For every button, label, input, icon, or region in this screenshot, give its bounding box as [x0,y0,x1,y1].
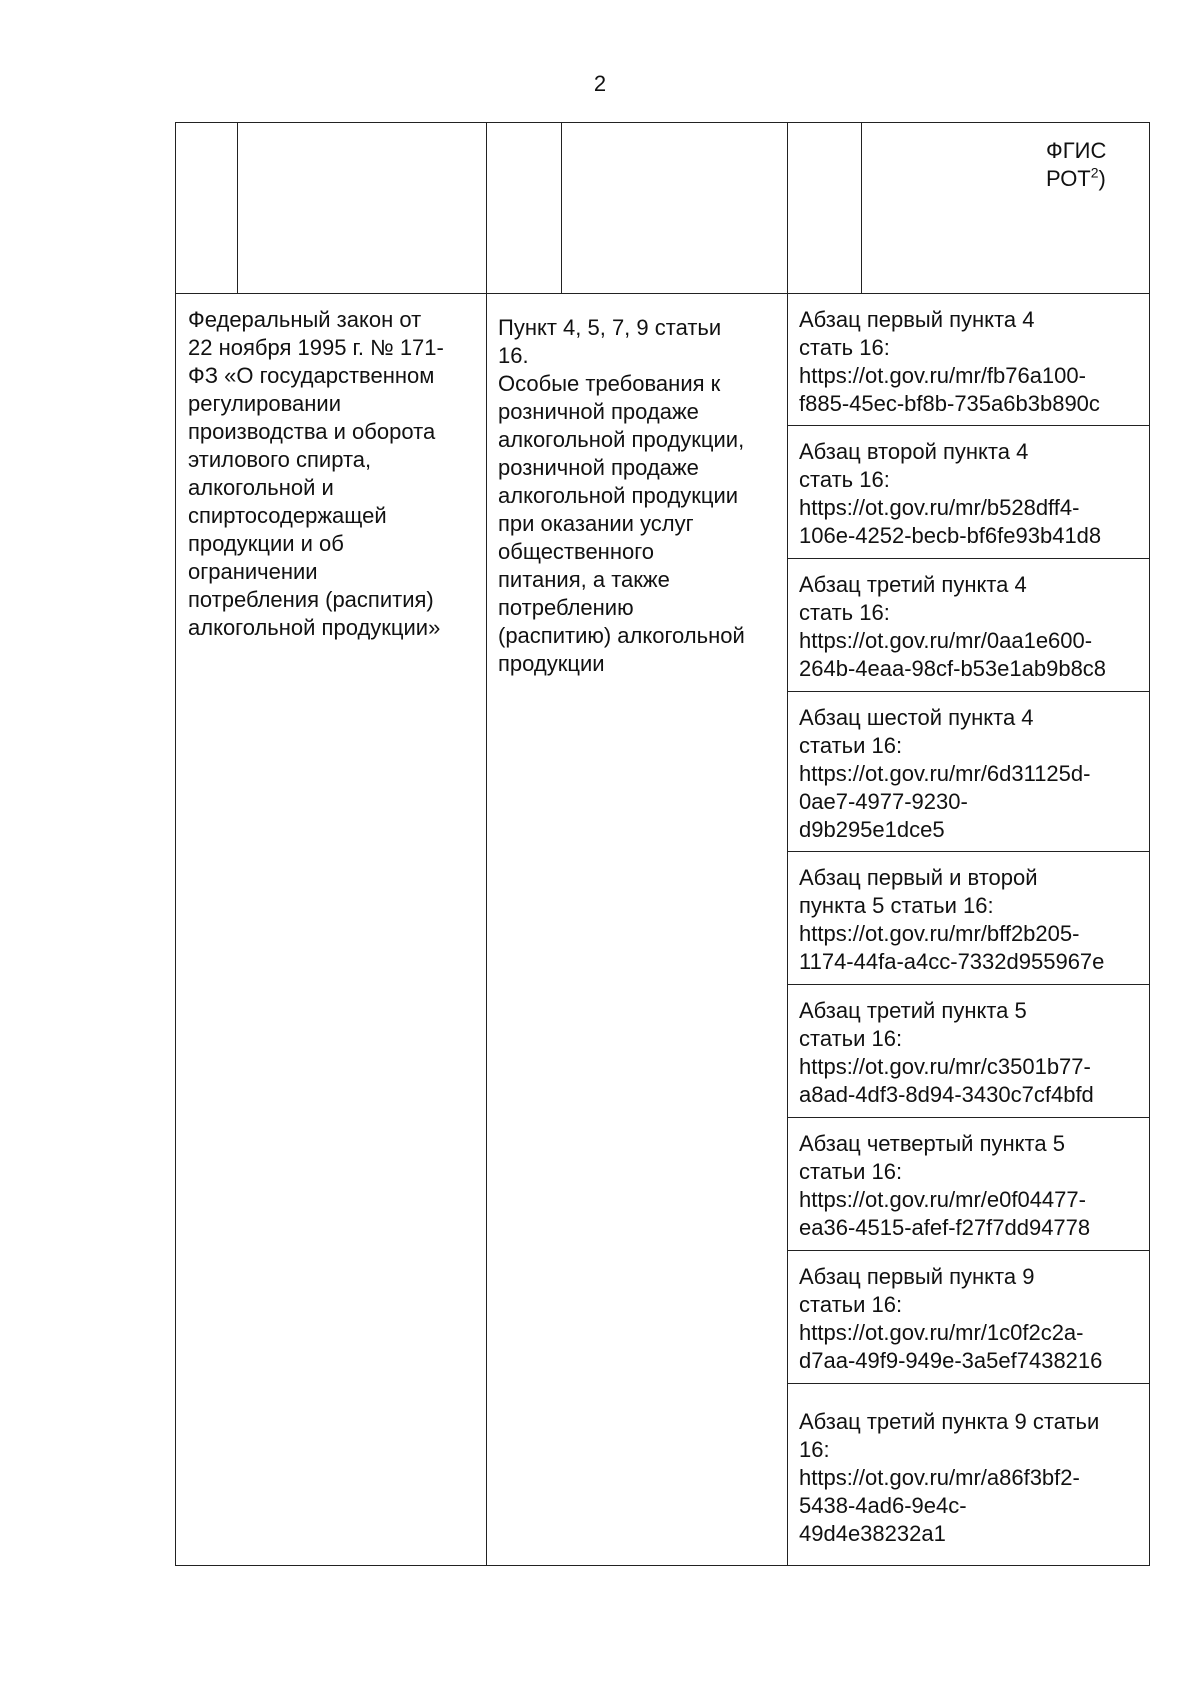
reference-item [787,426,1149,559]
footnote-marker: 2 [1090,164,1099,181]
reference-list [787,294,1149,1565]
reference-text[interactable]: Абзац четвертый пункта 5 статьи 16: https://ot.gov.ru/mr/e0f04477- ea36-4515-afef-f27f7dd94778 [799,1131,1091,1240]
requirements-table-row [175,294,1150,1566]
reference-text[interactable]: Абзац третий пункта 9 статьи 16: https://ot.gov.ru/mr/a86f3bf2- 5438-4ad6-9e4c- 49d4e38232a1 [799,1409,1100,1546]
reference-text[interactable]: Абзац шестой пункта 4 статьи 16: https://ot.gov.ru/mr/6d31125d- 0ae7-4977-9230- d9b295e1dce5 [799,705,1091,842]
reference-text[interactable]: Абзац первый пункта 4 стать 16: https://ot.gov.ru/mr/fb76a100- f885-45ec-bf8b-735a6b3b890c [799,307,1100,416]
reference-text[interactable]: Абзац третий пункта 5 статьи 16: https://ot.gov.ru/mr/c3501b77- a8ad-4df3-8d94-3430c7cf4bfd [799,998,1094,1107]
continued-cell-main: ФГИС РОТ [1046,138,1107,191]
column-divider [237,123,238,293]
column-divider [486,123,487,293]
reference-item [787,692,1149,852]
page-number: 2 [593,71,607,96]
reference-text[interactable]: Абзац третий пункта 4 стать 16: https://ot.gov.ru/mr/0aa1e600- 264b-4eaa-98cf-b53e1ab9b8c8 [799,572,1107,681]
reference-item [787,852,1149,985]
reference-item [787,559,1149,692]
reference-item [787,985,1149,1118]
table-continuation-row [175,122,1150,294]
reference-text[interactable]: Абзац первый и второй пункта 5 статьи 16: https://ot.gov.ru/mr/bff2b205- 1174-44fa-a4cc-7332d955967e [799,865,1105,974]
column-divider [787,123,788,293]
column-divider [861,123,862,293]
reference-item [787,1118,1149,1251]
law-cell: Федеральный закон от 22 ноября 1995 г. № 171- ФЗ «О государственном регулировании производства и оборота этилового спирта, алкогольной и спиртосодержащей продукции и об ограничении потребления (распития) алкогольной продукции» [188,307,444,640]
continued-cell-text [1046,137,1149,193]
reference-item [787,1251,1149,1384]
reference-item [787,1384,1149,1566]
reference-text[interactable]: Абзац второй пункта 4 стать 16: https://ot.gov.ru/mr/b528dff4- 106e-4252-becb-bf6fe93b41d8 [799,439,1102,548]
requirement-item-cell: Пункт 4, 5, 7, 9 статьи 16. Особые требования к розничной продаже алкогольной продукции, розничной продаже алкогольной продукции при оказании услуг общественного питания, а также потреблению (распитию) алкогольной продукции [498,315,745,676]
column-divider [486,294,487,1565]
reference-text[interactable]: Абзац первый пункта 9 статьи 16: https://ot.gov.ru/mr/1c0f2c2a- d7aa-49f9-949e-3a5ef7438216 [799,1264,1103,1373]
reference-item [787,294,1149,426]
continued-cell-suffix: ) [1098,166,1106,191]
column-divider [561,123,562,293]
